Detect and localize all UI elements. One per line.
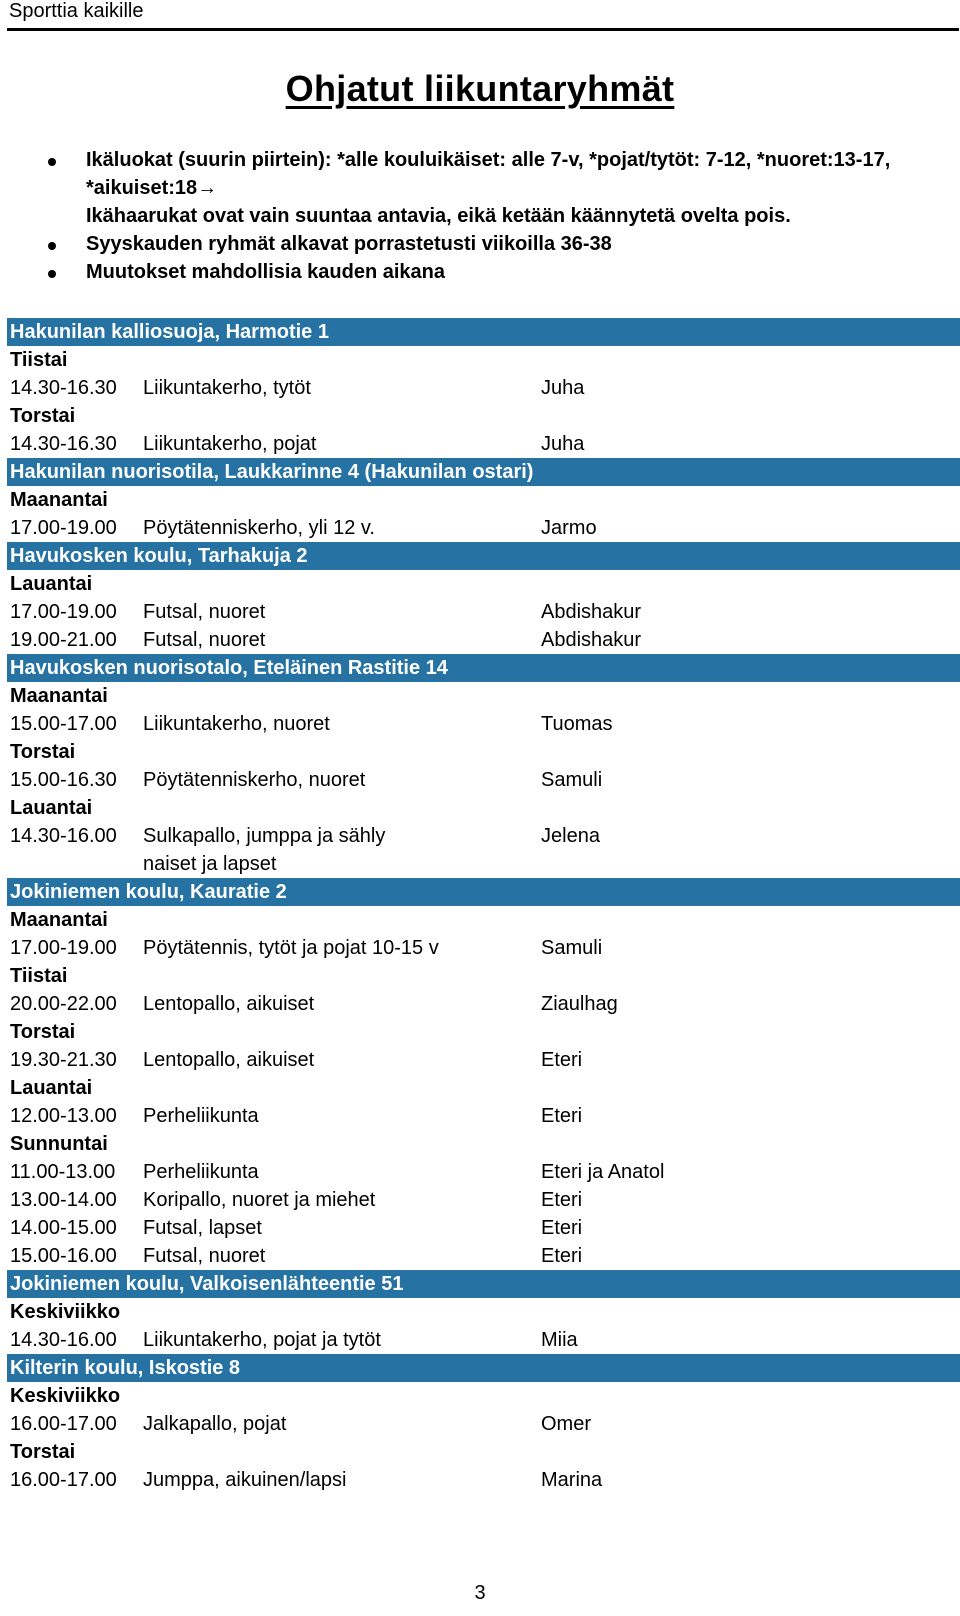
activity-time: 19.30-21.30 xyxy=(10,1049,117,1071)
activity-time: 16.00-17.00 xyxy=(10,1413,117,1435)
activity-row xyxy=(7,1242,960,1270)
activity-name: Futsal, nuoret xyxy=(143,1245,266,1267)
bullet-icon xyxy=(48,242,56,250)
page-header: Sporttia kaikille xyxy=(9,0,144,22)
activity-leader: Eteri ja Anatol xyxy=(541,1161,665,1183)
activity-row xyxy=(7,1214,960,1242)
bullet-icon xyxy=(48,158,56,166)
weekday-label: Torstai xyxy=(10,405,76,427)
location-header: Kilterin koulu, Iskostie 8 xyxy=(7,1354,960,1382)
activity-name: Jumppa, aikuinen/lapsi xyxy=(143,1469,347,1491)
activity-row xyxy=(7,934,960,962)
bullet-item-changes xyxy=(0,258,960,286)
activity-leader: Eteri xyxy=(541,1245,583,1267)
activity-leader: Tuomas xyxy=(541,713,613,735)
activity-time: 19.00-21.00 xyxy=(10,629,117,651)
bullet-icon xyxy=(48,270,56,278)
activity-time: 17.00-19.00 xyxy=(10,517,117,539)
location-header: Jokiniemen koulu, Kauratie 2 xyxy=(7,878,960,906)
activity-name: Perheliikunta xyxy=(143,1105,259,1127)
activity-row xyxy=(7,990,960,1018)
activity-leader: Abdishakur xyxy=(541,629,642,651)
activity-row xyxy=(7,1186,960,1214)
activity-name: Pöytätenniskerho, yli 12 v. xyxy=(143,517,375,539)
weekday-label: Keskiviikko xyxy=(10,1385,121,1407)
weekday-label: Torstai xyxy=(10,741,76,763)
activity-name: Lentopallo, aikuiset xyxy=(143,993,315,1015)
activity-row xyxy=(7,1046,960,1074)
activity-row xyxy=(7,626,960,654)
weekday-label: Keskiviikko xyxy=(10,1301,121,1323)
bullet-line: Ikäluokat (suurin piirtein): *alle kouluikäiset: alle 7-v, *pojat/tytöt: 7-12, *nuoret:13-17, xyxy=(86,149,891,171)
activity-leader: Samuli xyxy=(541,769,603,791)
activity-name xyxy=(143,822,385,878)
page-title: Ohjatut liikuntaryhmät xyxy=(285,68,675,109)
bullet-item-season-start xyxy=(0,230,960,258)
activity-name: Jalkapallo, pojat xyxy=(143,1413,287,1435)
weekday-label: Tiistai xyxy=(10,965,68,987)
activity-time: 15.00-17.00 xyxy=(10,713,117,735)
weekday-label: Torstai xyxy=(10,1021,76,1043)
weekday-label: Torstai xyxy=(10,1441,76,1463)
activity-row xyxy=(7,430,960,458)
bullet-item-age-groups xyxy=(0,146,960,230)
weekday-label: Lauantai xyxy=(10,797,93,819)
activity-time: 12.00-13.00 xyxy=(10,1105,117,1127)
activity-name-line: Sulkapallo, jumppa ja sähly xyxy=(143,825,386,847)
activity-row xyxy=(7,822,960,878)
activity-leader: Jelena xyxy=(541,825,600,847)
activity-leader: Miia xyxy=(541,1329,578,1351)
location-header: Jokiniemen koulu, Valkoisenlähteentie 51 xyxy=(7,1270,960,1298)
activity-name: Pöytätennis, tytöt ja pojat 10-15 v xyxy=(143,937,439,959)
activity-leader: Eteri xyxy=(541,1217,583,1239)
activity-name: Liikuntakerho, pojat xyxy=(143,433,317,455)
activity-row xyxy=(7,766,960,794)
activity-leader: Abdishakur xyxy=(541,601,642,623)
activity-name: Pöytätenniskerho, nuoret xyxy=(143,769,366,791)
activity-name: Liikuntakerho, pojat ja tytöt xyxy=(143,1329,381,1351)
activity-time: 17.00-19.00 xyxy=(10,937,117,959)
activity-name: Futsal, nuoret xyxy=(143,629,266,651)
activity-name: Koripallo, nuoret ja miehet xyxy=(143,1189,376,1211)
activity-row xyxy=(7,514,960,542)
activity-time: 14.00-15.00 xyxy=(10,1217,117,1239)
activity-leader: Omer xyxy=(541,1413,591,1435)
activity-name: Perheliikunta xyxy=(143,1161,259,1183)
activity-name: Lentopallo, aikuiset xyxy=(143,1049,315,1071)
activity-time: 14.30-16.00 xyxy=(10,825,117,847)
activity-time: 14.30-16.00 xyxy=(10,1329,117,1351)
activity-row xyxy=(7,1158,960,1186)
activity-time: 15.00-16.30 xyxy=(10,769,117,791)
info-bullet-list xyxy=(0,146,960,286)
page-number: 3 xyxy=(474,1582,486,1604)
activity-row xyxy=(7,1102,960,1130)
activity-time: 15.00-16.00 xyxy=(10,1245,117,1267)
weekday-label: Maanantai xyxy=(10,489,108,511)
weekday-label: Lauantai xyxy=(10,573,93,595)
activity-time: 11.00-13.00 xyxy=(10,1161,116,1183)
activity-leader: Eteri xyxy=(541,1189,583,1211)
activity-leader: Jarmo xyxy=(541,517,597,539)
activity-name: Liikuntakerho, nuoret xyxy=(143,713,330,735)
activity-name: Liikuntakerho, tytöt xyxy=(143,377,311,399)
schedule-table xyxy=(7,318,960,1494)
activity-time: 20.00-22.00 xyxy=(10,993,117,1015)
activity-row xyxy=(7,374,960,402)
activity-time: 14.30-16.30 xyxy=(10,433,117,455)
activity-leader: Juha xyxy=(541,433,585,455)
activity-name-line: naiset ja lapset xyxy=(143,853,277,875)
activity-name: Futsal, lapset xyxy=(143,1217,262,1239)
weekday-label: Maanantai xyxy=(10,685,108,707)
activity-row xyxy=(7,710,960,738)
activity-row xyxy=(7,598,960,626)
activity-leader: Ziaulhag xyxy=(541,993,618,1015)
activity-time: 13.00-14.00 xyxy=(10,1189,117,1211)
bullet-line: Muutokset mahdollisia kauden aikana xyxy=(86,261,445,283)
activity-row xyxy=(7,1326,960,1354)
weekday-label: Lauantai xyxy=(10,1077,93,1099)
bullet-line: Syyskauden ryhmät alkavat porrastetusti viikoilla 36-38 xyxy=(86,233,612,255)
activity-leader: Juha xyxy=(541,377,585,399)
location-header: Havukosken koulu, Tarhakuja 2 xyxy=(7,542,960,570)
activity-leader: Marina xyxy=(541,1469,603,1491)
weekday-label: Maanantai xyxy=(10,909,108,931)
weekday-label: Tiistai xyxy=(10,349,68,371)
bullet-line: Ikähaarukat ovat vain suuntaa antavia, eikä ketään käännytetä ovelta pois. xyxy=(86,205,791,227)
activity-row xyxy=(7,1410,960,1438)
activity-row xyxy=(7,1466,960,1494)
location-header: Havukosken nuorisotalo, Eteläinen Rastitie 14 xyxy=(7,654,960,682)
location-header: Hakunilan kalliosuoja, Harmotie 1 xyxy=(7,318,960,346)
location-header: Hakunilan nuorisotila, Laukkarinne 4 (Hakunilan ostari) xyxy=(7,458,960,486)
activity-leader: Eteri xyxy=(541,1105,583,1127)
activity-time: 14.30-16.30 xyxy=(10,377,117,399)
weekday-label: Sunnuntai xyxy=(10,1133,108,1155)
bullet-line: *aikuiset:18→ xyxy=(86,177,218,199)
header-rule xyxy=(7,28,959,31)
activity-time: 17.00-19.00 xyxy=(10,601,117,623)
activity-leader: Eteri xyxy=(541,1049,583,1071)
activity-leader: Samuli xyxy=(541,937,603,959)
activity-time: 16.00-17.00 xyxy=(10,1469,117,1491)
activity-name: Futsal, nuoret xyxy=(143,601,266,623)
